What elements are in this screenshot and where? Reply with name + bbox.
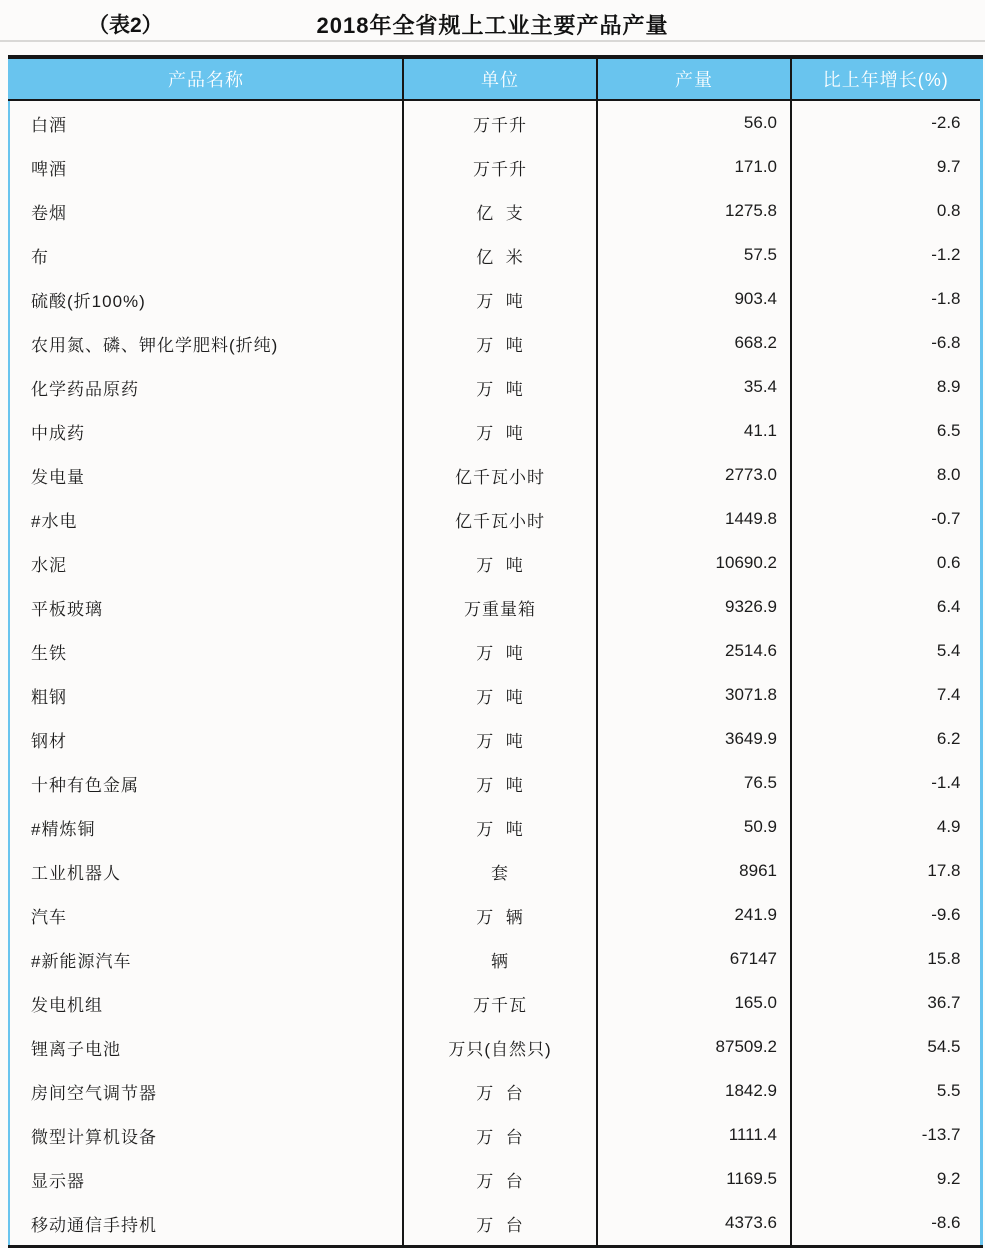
unit-cell: 万 台: [403, 1201, 597, 1247]
output-cell: 76.5: [597, 761, 791, 805]
table-row: [9, 981, 981, 1025]
products-table: [8, 55, 983, 1248]
output-cell: 67147: [597, 937, 791, 981]
table-row: [9, 189, 981, 233]
unit-cell: 亿千瓦小时: [403, 453, 597, 497]
output-cell: 35.4: [597, 365, 791, 409]
unit-cell: 亿 支: [403, 189, 597, 233]
product-name-cell: 显示器: [9, 1157, 403, 1201]
product-name-cell: 发电量: [9, 453, 403, 497]
growth-cell: 6.5: [791, 409, 981, 453]
unit-cell: 万 吨: [403, 321, 597, 365]
col-header-product-name: 产品名称: [9, 57, 403, 100]
output-cell: 3071.8: [597, 673, 791, 717]
growth-cell: 36.7: [791, 981, 981, 1025]
col-header-output: 产量: [597, 57, 791, 100]
output-cell: 57.5: [597, 233, 791, 277]
table-row: [9, 365, 981, 409]
growth-cell: 8.0: [791, 453, 981, 497]
product-name-cell: 微型计算机设备: [9, 1113, 403, 1157]
product-name-cell: 卷烟: [9, 189, 403, 233]
product-name-cell: 房间空气调节器: [9, 1069, 403, 1113]
growth-cell: 8.9: [791, 365, 981, 409]
unit-cell: 万重量箱: [403, 585, 597, 629]
product-name-cell: 发电机组: [9, 981, 403, 1025]
growth-cell: -0.7: [791, 497, 981, 541]
product-name-cell: #水电: [9, 497, 403, 541]
output-cell: 1449.8: [597, 497, 791, 541]
table-row: [9, 1157, 981, 1201]
output-cell: 9326.9: [597, 585, 791, 629]
output-cell: 1169.5: [597, 1157, 791, 1201]
growth-cell: 9.2: [791, 1157, 981, 1201]
growth-cell: -1.8: [791, 277, 981, 321]
product-name-cell: 化学药品原药: [9, 365, 403, 409]
output-cell: 171.0: [597, 145, 791, 189]
table-row: [9, 409, 981, 453]
product-name-cell: 平板玻璃: [9, 585, 403, 629]
table-row: [9, 541, 981, 585]
output-cell: 241.9: [597, 893, 791, 937]
output-cell: 165.0: [597, 981, 791, 1025]
unit-cell: 万 吨: [403, 717, 597, 761]
growth-cell: -9.6: [791, 893, 981, 937]
growth-cell: 15.8: [791, 937, 981, 981]
table-row: [9, 585, 981, 629]
growth-cell: 9.7: [791, 145, 981, 189]
product-name-cell: 布: [9, 233, 403, 277]
table-row: [9, 629, 981, 673]
output-cell: 56.0: [597, 100, 791, 145]
table-row: [9, 893, 981, 937]
title-bar: [0, 0, 985, 42]
table-row: [9, 1069, 981, 1113]
table-section: [8, 55, 980, 1248]
table-row: [9, 1025, 981, 1069]
unit-cell: 万 台: [403, 1069, 597, 1113]
growth-cell: -8.6: [791, 1201, 981, 1247]
output-cell: 41.1: [597, 409, 791, 453]
output-cell: 1275.8: [597, 189, 791, 233]
product-name-cell: 汽车: [9, 893, 403, 937]
unit-cell: 万只(自然只): [403, 1025, 597, 1069]
page-title: 2018年全省规上工业主要产品产量: [316, 13, 669, 38]
table-row: [9, 717, 981, 761]
product-name-cell: #精炼铜: [9, 805, 403, 849]
product-name-cell: 硫酸(折100%): [9, 277, 403, 321]
growth-cell: 54.5: [791, 1025, 981, 1069]
output-cell: 3649.9: [597, 717, 791, 761]
growth-cell: 0.8: [791, 189, 981, 233]
unit-cell: 万 吨: [403, 761, 597, 805]
product-name-cell: 钢材: [9, 717, 403, 761]
table-row: [9, 145, 981, 189]
growth-cell: -1.2: [791, 233, 981, 277]
product-name-cell: 水泥: [9, 541, 403, 585]
col-header-growth: 比上年增长(%): [791, 57, 981, 100]
growth-cell: 6.4: [791, 585, 981, 629]
unit-cell: 万 吨: [403, 629, 597, 673]
growth-cell: 17.8: [791, 849, 981, 893]
table-row: [9, 453, 981, 497]
product-name-cell: 白酒: [9, 100, 403, 145]
unit-cell: 辆: [403, 937, 597, 981]
growth-cell: 0.6: [791, 541, 981, 585]
table-row: [9, 497, 981, 541]
table-row: [9, 761, 981, 805]
unit-cell: 万 吨: [403, 365, 597, 409]
growth-cell: 6.2: [791, 717, 981, 761]
output-cell: 1111.4: [597, 1113, 791, 1157]
product-name-cell: 粗钢: [9, 673, 403, 717]
unit-cell: 万 吨: [403, 409, 597, 453]
col-header-unit: 单位: [403, 57, 597, 100]
product-name-cell: #新能源汽车: [9, 937, 403, 981]
growth-cell: 4.9: [791, 805, 981, 849]
product-name-cell: 锂离子电池: [9, 1025, 403, 1069]
unit-cell: 万千升: [403, 145, 597, 189]
output-cell: 87509.2: [597, 1025, 791, 1069]
output-cell: 10690.2: [597, 541, 791, 585]
unit-cell: 亿 米: [403, 233, 597, 277]
table-row: [9, 277, 981, 321]
unit-cell: 套: [403, 849, 597, 893]
table-row: [9, 1113, 981, 1157]
unit-cell: 亿千瓦小时: [403, 497, 597, 541]
table-header: [9, 57, 981, 100]
product-name-cell: 工业机器人: [9, 849, 403, 893]
output-cell: 1842.9: [597, 1069, 791, 1113]
table-row: [9, 321, 981, 365]
table-number-tag: （表2）: [88, 14, 163, 37]
growth-cell: 5.5: [791, 1069, 981, 1113]
product-name-cell: 移动通信手持机: [9, 1201, 403, 1247]
output-cell: 4373.6: [597, 1201, 791, 1247]
growth-cell: -13.7: [791, 1113, 981, 1157]
growth-cell: 5.4: [791, 629, 981, 673]
output-cell: 668.2: [597, 321, 791, 365]
table-row: [9, 100, 981, 145]
growth-cell: 7.4: [791, 673, 981, 717]
product-name-cell: 中成药: [9, 409, 403, 453]
table-row: [9, 849, 981, 893]
table-row: [9, 937, 981, 981]
output-cell: 50.9: [597, 805, 791, 849]
unit-cell: 万千瓦: [403, 981, 597, 1025]
products-table-body: [9, 100, 981, 1247]
product-name-cell: 生铁: [9, 629, 403, 673]
unit-cell: 万 吨: [403, 277, 597, 321]
table-row: [9, 1201, 981, 1247]
growth-cell: -2.6: [791, 100, 981, 145]
growth-cell: -1.4: [791, 761, 981, 805]
table-row: [9, 233, 981, 277]
output-cell: 2773.0: [597, 453, 791, 497]
output-cell: 2514.6: [597, 629, 791, 673]
unit-cell: 万 辆: [403, 893, 597, 937]
header-row: [9, 57, 981, 100]
unit-cell: 万 吨: [403, 673, 597, 717]
output-cell: 8961: [597, 849, 791, 893]
table-row: [9, 805, 981, 849]
unit-cell: 万 吨: [403, 541, 597, 585]
unit-cell: 万 台: [403, 1157, 597, 1201]
product-name-cell: 农用氮、磷、钾化学肥料(折纯): [9, 321, 403, 365]
unit-cell: 万千升: [403, 100, 597, 145]
growth-cell: -6.8: [791, 321, 981, 365]
table-row: [9, 673, 981, 717]
unit-cell: 万 吨: [403, 805, 597, 849]
product-name-cell: 十种有色金属: [9, 761, 403, 805]
output-cell: 903.4: [597, 277, 791, 321]
product-name-cell: 啤酒: [9, 145, 403, 189]
unit-cell: 万 台: [403, 1113, 597, 1157]
